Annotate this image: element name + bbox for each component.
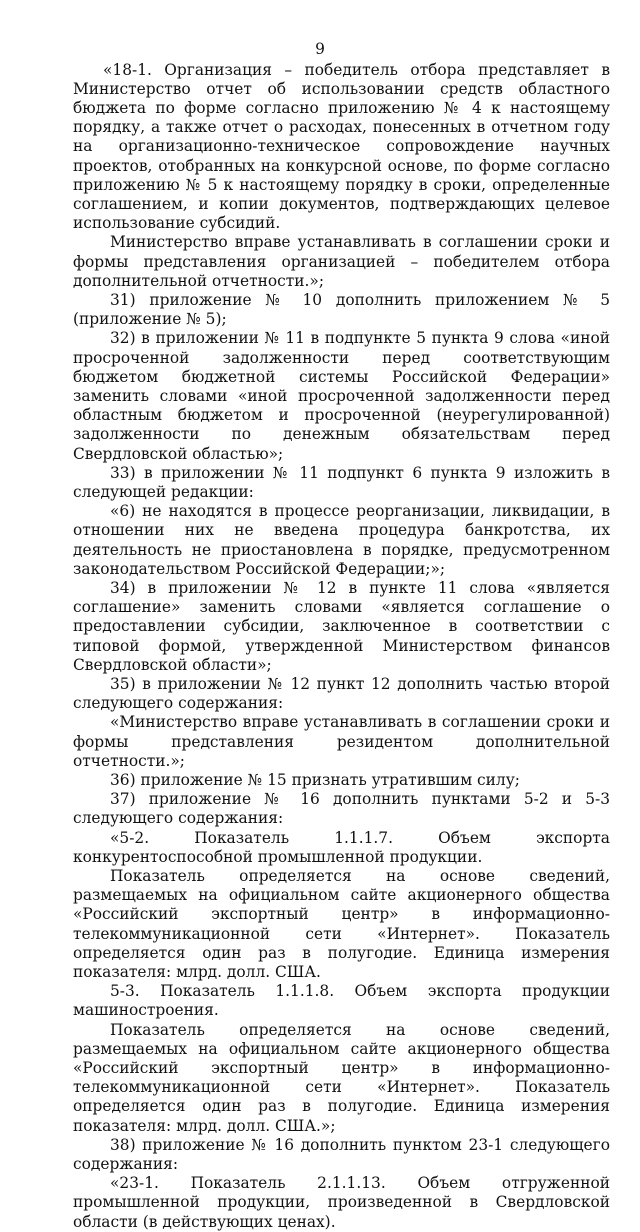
paragraph-item-31: 31) приложение № 10 дополнить приложением № 5 (приложение № 5); — [73, 290, 610, 329]
paragraph-ministry-resident-reporting: «Министерство вправе устанавливать в соглашении сроки и формы представления резидентом дополнительной отчетности.»; — [73, 713, 610, 770]
paragraph-indicator-5-2-definition: Показатель определяется на основе сведений, размещаемых на официальном сайте акционерного общества «Российский экспортный центр» в информационно-телекоммуникационной сети «Интернет». Показатель определяется один раз в полугодие. Единица измерения показателя: млрд. долл. США. — [73, 867, 610, 982]
paragraph-item-38: 38) приложение № 16 дополнить пунктом 23-1 следующего содержания: — [73, 1135, 610, 1174]
paragraph-subitem-6: «6) не находятся в процессе реорганизации, ликвидации, в отношении них не введена процедура банкротства, их деятельность не приостановлена в порядке, предусмотренном законодательством Российской Федерации;»; — [73, 502, 610, 578]
paragraph-indicator-5-3-definition: Показатель определяется на основе сведений, размещаемых на официальном сайте акционерного общества «Российский экспортный центр» в информационно-телекоммуникационной сети «Интернет». Показатель определяется один раз в полугодие. Единица измерения показателя: млрд. долл. США.»; — [73, 1020, 610, 1135]
paragraph-indicator-23-1: «23-1. Показатель 2.1.1.13. Объем отгруженной промышленной продукции, произведенной в Свердловской области (в действующих ценах). — [73, 1174, 610, 1231]
paragraph-indicator-5-3: 5-3. Показатель 1.1.1.8. Объем экспорта продукции машиностроения. — [73, 982, 610, 1020]
paragraph-item-36: 36) приложение № 15 признать утратившим силу; — [110, 771, 520, 790]
paragraph-item-34: 34) в приложении № 12 в пункте 11 слова «является соглашение» заменить словами «является соглашение о предоставлении субсидии, заключенное в соответствии с типовой формой, утвержденной Министерством финансов Свердловской области»; — [73, 578, 610, 674]
paragraph-item-33: 33) в приложении № 11 подпункт 6 пункта 9 изложить в следующей редакции: — [73, 463, 610, 501]
paragraph-item-35: 35) в приложении № 12 пункт 12 дополнить частью второй следующего содержания: — [73, 675, 610, 713]
page-number: 9 — [315, 40, 325, 58]
document-body — [73, 61, 610, 1232]
paragraph-18-1-report: «18-1. Организация – победитель отбора представляет в Министерство отчет об использовании средств областного бюджета по форме согласно приложению № 4 к настоящему порядку, а также отчет о расходах, понесенных в отчетном году на организационно-техническое сопровождение научных проектов, отобранных на конкурсной основе, по форме согласно приложению № 5 к настоящему порядку в сроки, определенные соглашением, и копии документов, подтверждающих целевое использование субсидий. — [73, 60, 610, 233]
paragraph-item-37: 37) приложение № 16 дополнить пунктами 5-2 и 5-3 следующего содержания: — [73, 790, 610, 828]
paragraph-item-32: 32) в приложении № 11 в подпункте 5 пункта 9 слова «иной просроченной задолженности перед соответствующим бюджетом бюджетной системы Российской Федерации» заменить словами «иной просроченной задолженности перед областным бюджетом и просроченной (неурегулированной) задолженности по денежным обязательствам перед Свердловской областью»; — [73, 329, 610, 463]
paragraph-ministry-reporting: Министерство вправе устанавливать в соглашении сроки и формы представления организацией – победителем отбора дополнительной отчетности.»; — [73, 233, 610, 290]
paragraph-indicator-5-2: «5-2. Показатель 1.1.1.7. Объем экспорта конкурентоспособной промышленной продукции. — [73, 828, 610, 866]
